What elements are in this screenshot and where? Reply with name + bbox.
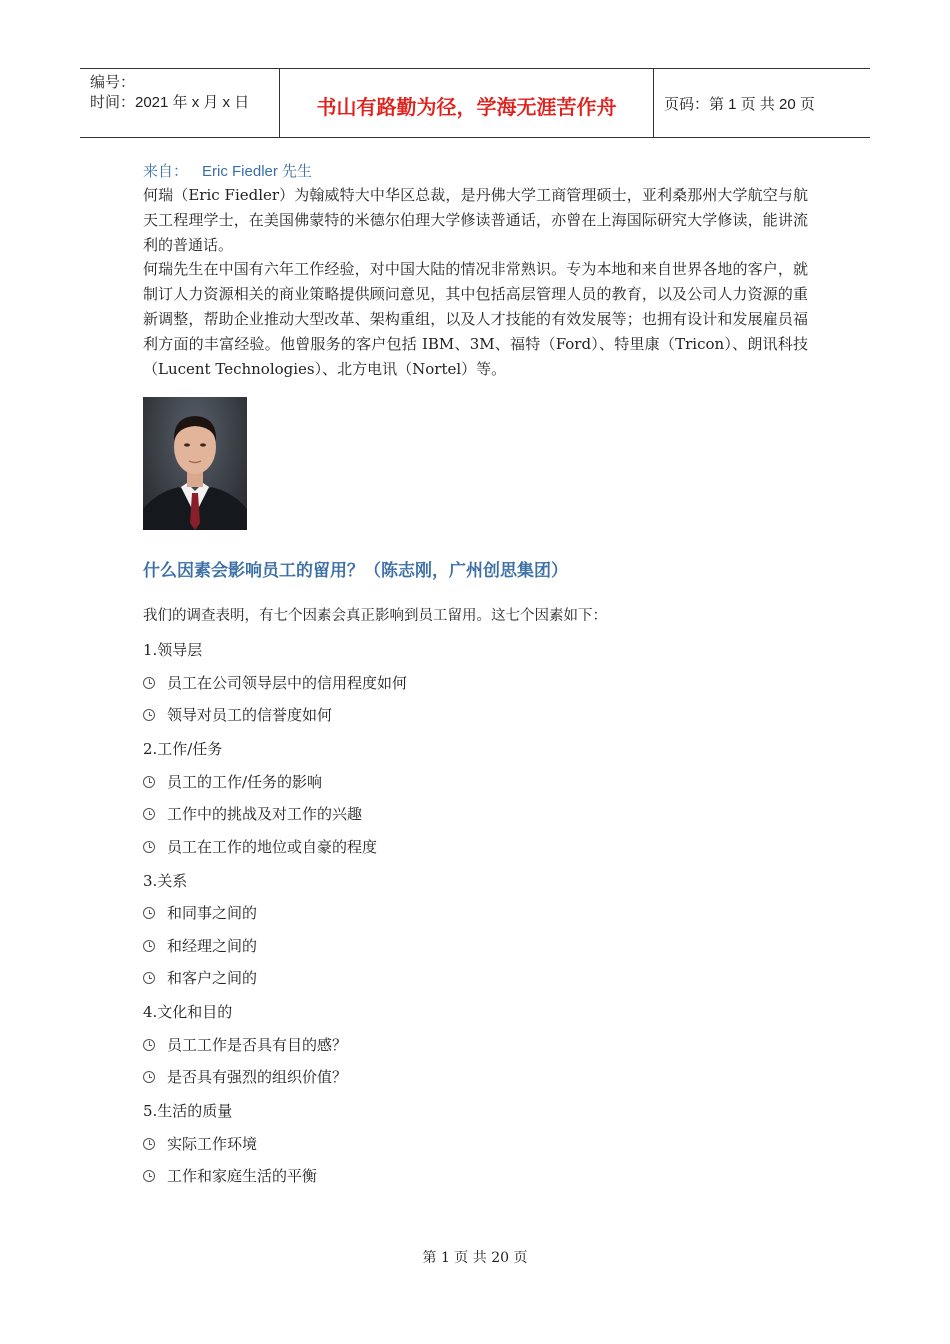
factor-title: 4.文化和目的 [143,1003,233,1022]
clock-icon [143,1170,155,1182]
list-item [143,936,808,956]
list-item-text: 和同事之间的 [167,904,258,923]
bio-paragraph: 何瑞先生在中国有六年工作经验，对中国大陆的情况非常熟识。专为本地和来自世界各地的客户，就制订人力资源相关的商业策略提供顾问意见，其中包括高层管理人员的教育，以及公司人力资源的重新调整，帮助企业推动大型改革、架构重组，以及人才技能的有效发展等；也拥有设计和发展雇员福利方面的丰富经验。他曾服务的客户包括 IBM、3M、福特（Ford）、特里康（Tricon）、朗讯科技（Lucent Technologies）、北方电讯（Nortel）等。 [143,260,808,378]
time-label: 时间：2021 年 x 月 x 日 [90,94,250,111]
list-item-text: 实际工作环境 [167,1134,258,1153]
list-item-text: 员工在工作的地位或自豪的程度 [167,837,378,856]
factors-list [143,640,808,1186]
clock-icon [143,1039,155,1051]
list-item-text: 员工工作是否具有目的感？ [167,1035,348,1054]
factor-title: 2.工作/任务 [143,740,223,759]
factor-section [143,1101,808,1186]
author-line [143,160,808,183]
list-item [143,1035,808,1055]
number-label: 编号： [90,74,136,91]
list-item-text: 是否具有强烈的组织价值？ [167,1068,348,1087]
factor-section [143,1002,808,1087]
header-page-label: 页码：第 1 页 共 20 页 [664,95,815,113]
from-label: 来自： [143,162,189,180]
factor-title: 1.领导层 [143,641,203,660]
factor-section [143,871,808,989]
clock-icon [143,1138,155,1150]
list-item [143,705,808,725]
list-item [143,968,808,988]
list-item [143,903,808,923]
clock-icon [143,972,155,984]
list-item [143,1134,808,1154]
clock-icon [143,907,155,919]
list-item-text: 工作中的挑战及对工作的兴趣 [167,805,363,824]
clock-icon [143,808,155,820]
factor-section [143,739,808,857]
page-footer: 第 1 页 共 20 页 [422,1250,528,1266]
list-item-text: 和经理之间的 [167,936,258,955]
list-item [143,837,808,857]
list-item [143,804,808,824]
clock-icon [143,776,155,788]
clock-icon [143,1071,155,1083]
list-item-text: 员工在公司领导层中的信用程度如何 [167,673,408,692]
header-motto: 书山有路勤为径，学海无涯苦作舟 [280,69,654,137]
clock-icon [143,709,155,721]
list-item [143,1067,808,1087]
author-photo [143,397,247,530]
document-body [143,160,808,1186]
list-item-text: 和客户之间的 [167,969,258,988]
page-header [80,68,870,138]
portrait-illustration [143,397,247,530]
clock-icon [143,841,155,853]
list-item [143,1166,808,1186]
list-item-text: 工作和家庭生活的平衡 [167,1167,318,1186]
factor-section [143,640,808,725]
section-heading: 什么因素会影响员工的留用？（陈志刚，广州创思集团） [143,561,568,582]
header-meta [80,69,280,137]
author-name: Eric Fiedler 先生 [202,163,313,180]
list-item [143,673,808,693]
list-item [143,772,808,792]
clock-icon [143,677,155,689]
list-item-text: 员工的工作/任务的影响 [167,772,323,791]
bio-paragraph: 何瑞（Eric Fiedler）为翰威特大中华区总裁，是丹佛大学工商管理硕士，亚利桑那州大学航空与航天工程理学士，在美国佛蒙特的米德尔伯理大学修读普通话，亦曾在上海国际研究大学修读，能讲流利的普通话。 [143,186,808,254]
factor-title: 3.关系 [143,871,188,890]
list-item-text: 领导对员工的信誉度如何 [167,706,333,725]
author-bio [143,183,808,381]
intro-paragraph: 我们的调查表明，有七个因素会真正影响到员工留用。这七个因素如下： [143,608,607,625]
factor-title: 5.生活的质量 [143,1102,233,1121]
clock-icon [143,940,155,952]
